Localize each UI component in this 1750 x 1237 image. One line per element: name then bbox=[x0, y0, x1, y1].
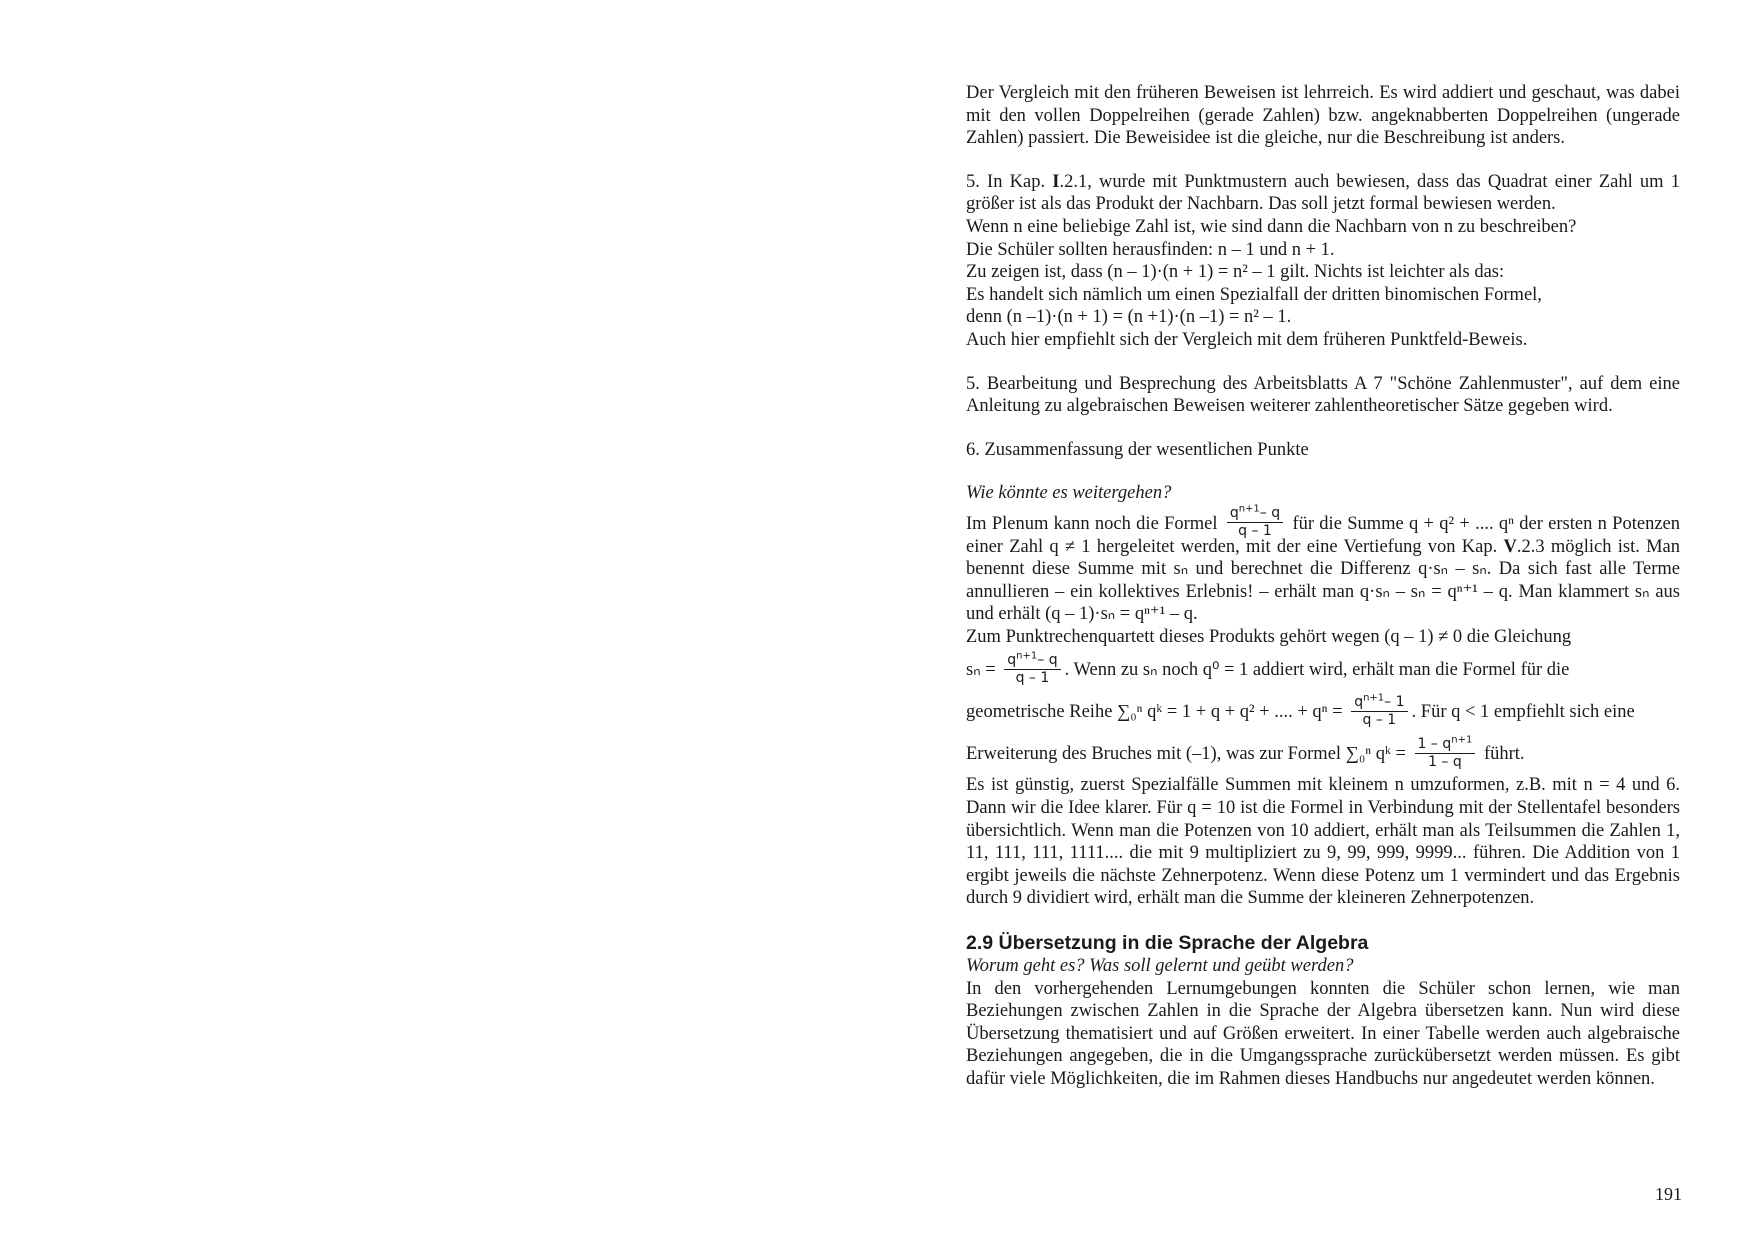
fraction-formula-3: $\frac{q^{n+1}- 1}{q - 1}$ bbox=[1351, 694, 1407, 729]
paragraph-special-cases: Es ist günstig, zuerst Spezialfälle Summen mit kleinem n umzuformen, z.B. mit n = 4 und 6. Dann wir die Idee klarer. Für q = 10 ist die Formel in Verbindung mit der Stellentafel besonders übersichtlich. Wenn man die Potenzen von 10 addiert, erhält man als Teilsummen die Zahlen 1, 11, 111, 111, 1111.... die mit 9 multipliziert zu 9, 99, 999, 9999... führen. Die Addition von 1 ergibt jeweils die nächste Zehnerpotenz. Wenn diese Potenz um 1 vermindert und das Ergebnis durch 9 dividiert wird, erhält man die Summe der kleineren Zehnerpotenzen. bbox=[966, 775, 1680, 909]
paragraph-section: In den vorhergehenden Lernumgebungen konnten die Schüler schon lernen, wie man Beziehungen zwischen Zahlen in die Sprache der Algebra übersetzen kann. Nun wird diese Übersetzung thematisiert und auf Größen erweitert. In einer Tabelle werden auch algebraische Beziehungen angegeben, die in die Umgangssprache zurückübersetzt werden müssen. Es gibt dafür viele Möglichkeiten, die im Rahmen dieses Handbuchs nur angedeutet werden können. bbox=[966, 978, 1680, 1089]
item-5-line-1: 5. In Kap. I.2.1, wurde mit Punktmustern auch bewiesen, dass das Quadrat einer Zahl um 1 größer ist als das Produkt der Nachbarn. Das soll jetzt formal bewiesen werden. bbox=[966, 171, 1681, 215]
item-5 bbox=[966, 171, 1680, 352]
plenum-paragraph: Im Plenum kann noch die Formel $\frac{q^{n+1}- q}{q - 1}$ für die Summe q + q² + .... qⁿ der ersten n Potenzen einer Zahl q ≠ 1 hergeleitet werden, mit der eine Vertiefung von Kap. V.2.3 möglich ist. Man benennt diese Summe mit sₙ und berechnet die Differenz q·sₙ – sₙ. Da sich fast alle Terme annullieren – ein kollektives Erlebnis! – erhält man q·sₙ – sₙ = qⁿ⁺¹ – q. Man klammert sₙ aus und erhält (q – 1)·sₙ = qⁿ⁺¹ – q. bbox=[966, 503, 1680, 625]
fraction-formula-1: $\frac{q^{n+1}- q}{q - 1}$ bbox=[1227, 505, 1283, 540]
item-5-line-7: Auch hier empfiehlt sich der Vergleich mit dem früheren Punktfeld-Beweis. bbox=[966, 329, 1528, 350]
subheading-continue: Wie könnte es weitergehen? bbox=[966, 483, 1172, 504]
plenum-line-g: Erweiterung des Bruches mit (–1), was zur Formel ∑₀ⁿ qᵏ = $\frac{1 - q^{n+1}}{1 - q}$ führt. bbox=[966, 734, 1525, 770]
item-5-line-5: Es handelt sich nämlich um einen Spezialfall der dritten binomischen Formel, bbox=[966, 284, 1542, 305]
paragraph-compare: Der Vergleich mit den früheren Beweisen ist lehrreich. Es wird addiert und geschaut, was dabei mit den vollen Doppelreihen (gerade Zahlen) bzw. angeknabberten Doppelreihen (ungerade Zahlen) passiert. Die Beweisidee ist die gleiche, nur die Beschreibung ist anders. bbox=[966, 83, 1680, 149]
item-5b: 5. Bearbeitung und Besprechung des Arbeitsblatts A 7 "Schöne Zahlenmuster", auf dem eine Anleitung zu algebraischen Beweisen weiterer zahlentheoretischer Sätze gegeben wird. bbox=[966, 373, 1680, 417]
fraction-formula-4: $\frac{1 - q^{n+1}}{1 - q}$ bbox=[1415, 736, 1476, 771]
plenum-line-e: sₙ = $\frac{q^{n+1}- q}{q - 1}$ . Wenn zu sₙ noch q⁰ = 1 addiert wird, erhält man die Formel für die bbox=[966, 650, 1570, 686]
item-5-line-6: denn (n –1)·(n + 1) = (n +1)·(n –1) = n² – 1. bbox=[966, 307, 1292, 328]
fraction-formula-2: $\frac{q^{n+1}- q}{q - 1}$ bbox=[1004, 652, 1060, 687]
page-number: 191 bbox=[1655, 1184, 1682, 1204]
item-5-line-4: Zu zeigen ist, dass (n – 1)·(n + 1) = n² – 1 gilt. Nichts ist leichter als das: bbox=[966, 262, 1505, 283]
item-5-line-2: Wenn n eine beliebige Zahl ist, wie sind dann die Nachbarn von n zu beschreiben? bbox=[966, 216, 1577, 237]
subheading-goals: Worum geht es? Was soll gelernt und geübt werden? bbox=[966, 956, 1354, 977]
item-5-line-3: Die Schüler sollten herausfinden: n – 1 und n + 1. bbox=[966, 239, 1335, 260]
plenum-line-f: geometrische Reihe ∑₀ⁿ qᵏ = 1 + q + q² + .... + qⁿ = $\frac{q^{n+1}- 1}{q - 1}$ . Für q < 1 empfiehlt sich eine bbox=[966, 692, 1635, 728]
plenum-line-d: Zum Punktrechenquartett dieses Produkts gehört wegen (q – 1) ≠ 0 die Gleichung bbox=[966, 626, 1572, 647]
section-heading: 2.9 Übersetzung in die Sprache der Algebra bbox=[966, 932, 1369, 955]
text-column bbox=[966, 82, 1680, 1091]
item-6: 6. Zusammenfassung der wesentlichen Punkte bbox=[966, 439, 1309, 460]
